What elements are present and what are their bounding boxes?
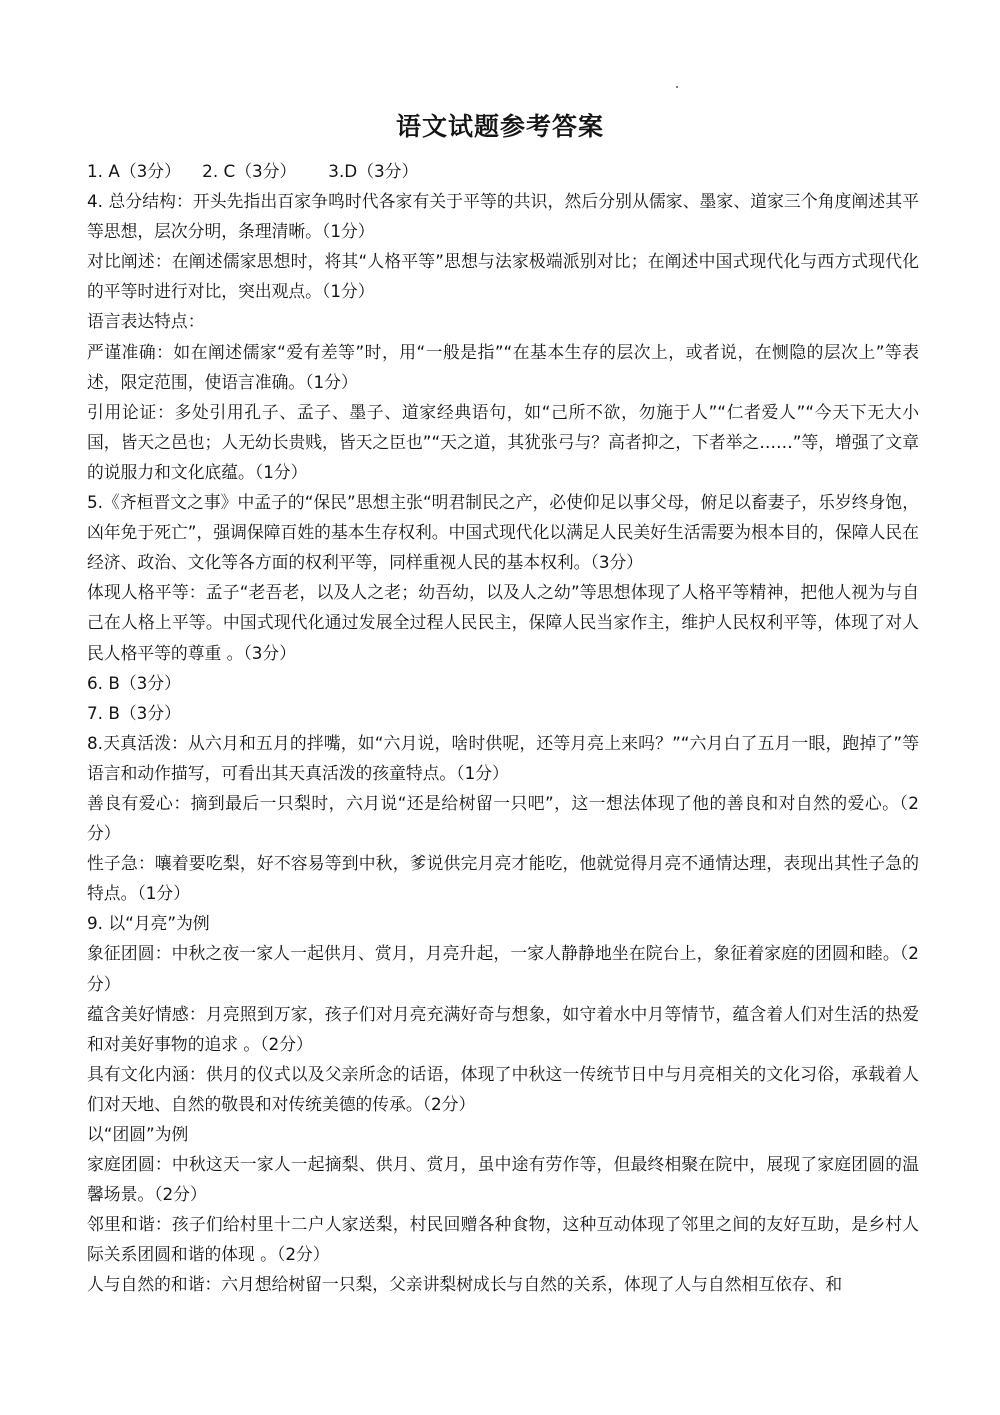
answer-line-4-rigor: 严谨准确：如在阐述儒家“爱有差等”时，用“一般是指”“在基本生存的层次上，或者说，在恻隐的层次上”等表述，限定范围，使语言准确。（1分） xyxy=(87,341,919,392)
answer-line-9-neighbors: 邻里和谐：孩子们给村里十二户人家送梨，村民回赠各种食物，这种互动体现了邻里之间的友好互助，是乡村人际关系团圆和谐的体现 。（2分） xyxy=(87,1214,919,1265)
answer-body xyxy=(87,156,919,1300)
answer-line-5-baomin: 5.《齐桓晋文之事》中孟子的“保民”思想主张“明君制民之产，必使仰足以事父母，俯足以畜妻子，乐岁终身饱，凶年免于死亡”，强调保障百姓的基本生存权利。中国式现代化以满足人民美好生活需要为根本目的，保障人民在经济、政治、文化等各方面的权利平等，同样重视人民的基本权利。（3分） xyxy=(87,492,919,573)
answer-line-9-reunion-heading: 以“团圆”为例 xyxy=(87,1124,189,1144)
answer-line-5-equality: 体现人格平等：孟子“老吾老，以及人之老；幼吾幼，以及人之幼”等思想体现了人格平等精神，把他人视为与自己在人格上平等。中国式现代化通过发展全过程人民民主，保障人民当家作主，维护人民权利平等，体现了对人民人格平等的尊重 。（3分） xyxy=(87,582,919,663)
answer-line-1-3: 1. A（3分） 2. C（3分） 3.D（3分） xyxy=(87,161,419,181)
answer-line-8-kind: 善良有爱心：摘到最后一只梨时，六月说“还是给树留一只吧”，这一想法体现了他的善良和对自然的爱心。（2分） xyxy=(87,792,919,844)
answer-line-7: 7. B（3分） xyxy=(87,702,181,723)
answer-line-8-impatient: 性子急：嚷着要吃梨，好不容易等到中秋，爹说供完月亮才能吃，他就觉得月亮不通情达理，表现出其性子急的特点。（1分） xyxy=(87,853,919,904)
answer-line-9-family: 家庭团圆：中秋这天一家人一起摘梨、供月、赏月，虽中途有劳作等，但最终相聚在院中，展现了家庭团圆的温馨场景。（2分） xyxy=(87,1154,919,1205)
answer-line-8-lively: 8.天真活泼：从六月和五月的拌嘴，如“六月说，啥时供呢，还等月亮上来吗？”“六月白了五月一眼，跑掉了”等语言和动作描写，可看出其天真活泼的孩童特点。（1分） xyxy=(87,732,919,783)
answer-line-9-moon-heading: 9. 以“月亮”为例 xyxy=(87,913,210,934)
answer-line-4-language-heading: 语言表达特点： xyxy=(87,311,205,332)
scan-speck xyxy=(676,86,678,88)
answer-line-4-citation: 引用论证：多处引用孔子、孟子、墨子、道家经典语句，如“己所不欲，勿施于人”“仁者爱人”“今天下无大小国，皆天之邑也；人无幼长贵贱，皆天之臣也”“天之道，其犹张弓与？高者抑之，下者举之……”等，增强了文章的说服力和文化底蕴。（1分） xyxy=(87,401,919,482)
answer-line-9-reunion-symbol: 象征团圆：中秋之夜一家人一起供月、赏月，月亮升起，一家人静静地坐在院台上，象征着家庭的团圆和睦。（2分） xyxy=(87,943,919,994)
answer-line-9-culture: 具有文化内涵：供月的仪式以及父亲所念的话语，体现了中秋这一传统节日中与月亮相关的文化习俗，承载着人们对天地、自然的敬畏和对传统美德的传承。（2分） xyxy=(87,1063,919,1114)
answer-line-9-nature: 人与自然的和谐：六月想给树留一只梨，父亲讲梨树成长与自然的关系，体现了人与自然相互依存、和 xyxy=(87,1274,843,1295)
answer-line-4-contrast: 对比阐述：在阐述儒家思想时，将其“人格平等”思想与法家极端派别对比；在阐述中国式现代化与西方式现代化的平等时进行对比，突出观点。（1分） xyxy=(87,251,919,302)
page-title: 语文试题参考答案 xyxy=(395,112,604,141)
answer-line-6: 6. B（3分） xyxy=(87,672,181,693)
answer-line-9-emotion: 蕴含美好情感：月亮照到万家，孩子们对月亮充满好奇与想象，如守着水中月等情节，蕴含着人们对生活的热爱和对美好事物的追求 。（2分） xyxy=(87,1003,919,1054)
answer-line-4-structure: 4. 总分结构：开头先指出百家争鸣时代各家有关于平等的共识，然后分别从儒家、墨家、道家三个角度阐述其平等思想，层次分明，条理清晰。（1分） xyxy=(87,191,919,242)
